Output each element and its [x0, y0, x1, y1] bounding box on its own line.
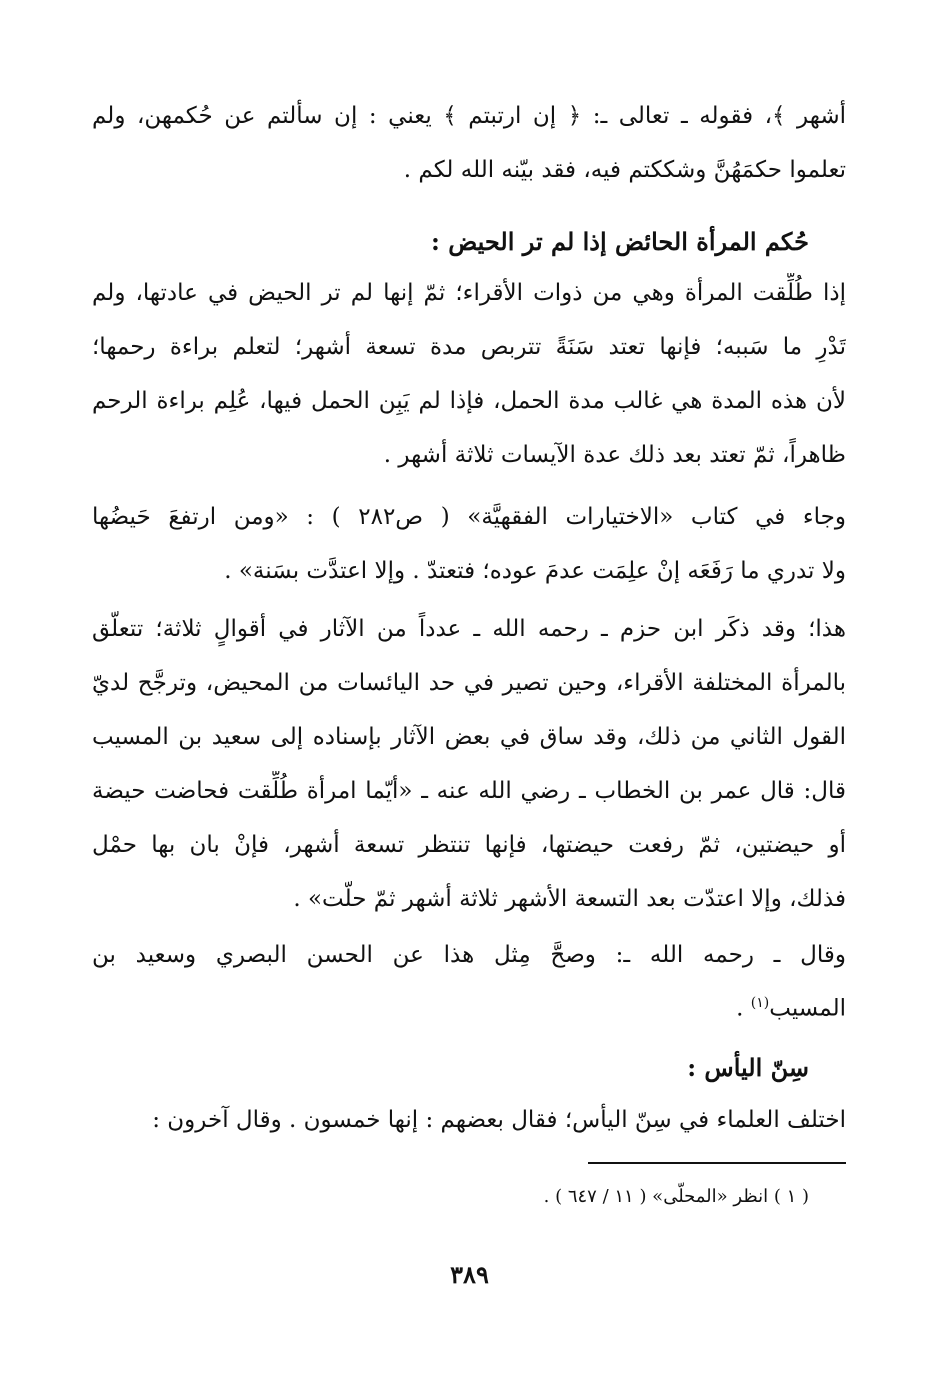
text-line-2: تعلموا حكمَهُنَّ وشككتم فيه، فقد بيّنه الله لكم .: [403, 157, 846, 183]
section-heading-menstruation: حُكم المرأة الحائض إذا لم تر الحيض :: [431, 227, 809, 256]
text-line-17-end: .: [736, 995, 751, 1022]
footnote-reference: (١): [750, 995, 770, 1011]
text-line-8: وجاء في كتاب «الاختيارات الفقهيَّة» ( ص٢٨٢ ) : «ومن ارتفعَ حَيضُها: [92, 504, 846, 530]
page-number: ٣٨٩: [450, 1260, 489, 1289]
text-line-11: بالمرأة المختلفة الأقراء، وحين تصير في حد اليائسات من المحيض، وترجَّح لديّ: [92, 670, 846, 696]
text-line-13: قال: قال عمر بن الخطاب ـ رضي الله عنه ـ «أيّما امرأة طُلِّقت فحاضت حيضة: [92, 778, 846, 804]
footnote-text: ( ١ ) انظر «المحلّى» ( ١١ / ٦٤٧ ) .: [543, 1186, 809, 1207]
text-line-7: ظاهراً، ثمّ تعتد بعد ذلك عدة الآيسات ثلاثة أشهر .: [383, 442, 846, 468]
text-line-6: لأن هذه المدة هي غالب مدة الحمل، فإذا لم يَبِن الحمل فيها، عُلِم براءة الرحم: [92, 388, 846, 414]
text-line-17: [92, 983, 846, 1029]
text-line-14: أو حيضتين، ثمّ رفعت حيضتها، فإنها تنتظر تسعة أشهر، فإنْ بان بها حمْل: [92, 832, 846, 858]
text-line-15: فذلك، وإلا اعتدّت بعد التسعة الأشهر ثلاثة أشهر ثمّ حلّت» .: [293, 886, 846, 912]
text-line-9: ولا تدري ما رَفَعَه إنْ علِمَت عدمَ عوده؛ فتعتدّ . وإلا اعتدَّت بسَنة» .: [224, 558, 846, 584]
text-line-12: القول الثاني من ذلك، وقد ساق في بعض الآثار بإسناده إلى سعيد بن المسيب: [92, 724, 846, 750]
text-line-10: هذا؛ وقد ذكَر ابن حزم ـ رحمه الله ـ عدداً من الآثار في أقوالٍ ثلاثة؛ تتعلّق: [92, 616, 846, 642]
text-line-16: وقال ـ رحمه الله ـ: وصحَّ مِثل هذا عن الحسن البصري وسعيد بن: [92, 942, 846, 968]
text-line-1: أشهر ﴾، فقوله ـ تعالى ـ: ﴿ إن ارتبتم ﴾ يعني : إن سألتم عن حُكمهن، ولم: [92, 103, 846, 129]
text-line-17-word: المسيب: [769, 995, 846, 1022]
text-line-5: تَدْرِ ما سَببه؛ فإنها تعتد سَنَةً تتربص مدة تسعة أشهر؛ لتعلم براءة رحمها؛: [92, 334, 846, 360]
text-line-19: اختلف العلماء في سِنّ اليأس؛ فقال بعضهم : إنها خمسون . وقال آخرون :: [152, 1107, 846, 1133]
footnote-divider: [588, 1162, 846, 1164]
section-heading-menopause: سِنّ اليأس :: [687, 1053, 809, 1082]
text-line-4: إذا طُلِّقت المرأة وهي من ذوات الأقراء؛ ثمّ إنها لم تر الحيض في عادتها، ولم: [92, 280, 846, 306]
